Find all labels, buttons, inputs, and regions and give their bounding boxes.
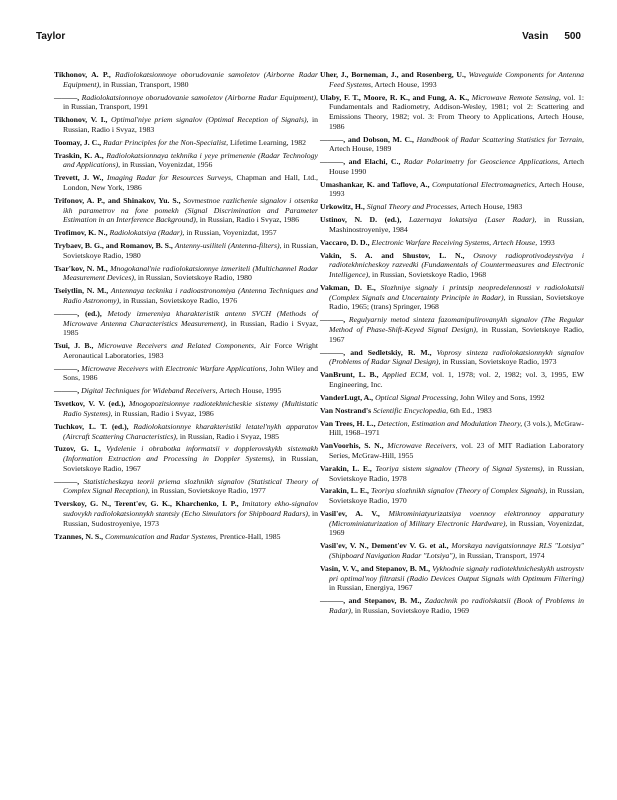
- reference-authors: ———,: [54, 476, 80, 486]
- reference-authors: Trevett, J. W.,: [54, 173, 104, 183]
- reference-title: Digital Techniques for Wideband Receivers,: [81, 386, 218, 396]
- reference-title: Voprosy sinteza radiolokatsionnykh signalov (Problems of Radar Signal Design),: [329, 347, 584, 367]
- reference-publisher: John Wiley and Sons, 1986: [63, 363, 319, 383]
- reference-title: Microwave Remote Sensing,: [471, 92, 561, 102]
- reference-publisher: Artech House, 1989: [329, 144, 392, 154]
- reference-title: Imitatory ekho-signalov sudovykh radiolokatsionnykh stantsiy (Echo Simulators for Shipboard Radars),: [63, 499, 319, 518]
- header-right: [522, 31, 581, 42]
- reference-authors: Van Nostrand's: [320, 405, 372, 415]
- reference-authors: Vasin, V. V., and Stepanov, B. M.,: [320, 563, 431, 573]
- reference-publisher: in Russian, Sovietskoye Radio, 1967: [63, 454, 319, 473]
- reference-title: Teoriya slozhnikh signalov (Theory of Complex Signals),: [370, 486, 548, 496]
- reference-entry: [320, 315, 584, 344]
- reference-authors: Tseiytlin, N. M.,: [54, 286, 109, 296]
- reference-entry: [320, 215, 584, 234]
- reference-title: Radiolokatsionnaya tekhnika i yeye primenenie (Radar Technology and Applications),: [63, 150, 318, 170]
- reference-publisher: Artech House, 1993: [374, 79, 437, 89]
- reference-authors: Tikhonov, V. I.,: [54, 115, 108, 125]
- reference-title: Radar Principles for the Non-Specialist,: [103, 137, 229, 147]
- reference-publisher: 1993: [539, 237, 555, 247]
- reference-entry: [54, 138, 318, 148]
- reference-authors: Tsvetkov, V. V. (ed.),: [54, 399, 126, 409]
- reference-entry: [320, 441, 584, 460]
- reference-authors: Trifonov, A. P., and Shinakov, Yu. S.,: [54, 195, 181, 205]
- reference-authors: Tuzov, G. I.,: [54, 444, 101, 454]
- reference-entry: [320, 238, 584, 248]
- reference-authors: ———, and Sedletskiy, R. M.,: [320, 347, 432, 357]
- reference-authors: Tsar'kov, N. M.,: [54, 263, 108, 273]
- reference-title: Microwave Receivers,: [387, 441, 458, 451]
- reference-title: Radiolokatsionnoye oborudovanie samoletov (Airborne Radar Equipment),: [81, 92, 318, 102]
- reference-publisher: in Russian, Sovietskoye Radio, 1976: [123, 295, 238, 305]
- reference-entry: [54, 422, 318, 441]
- reference-authors: Varakin, L. E.,: [320, 463, 372, 473]
- reference-authors: Vasil'ev, V. N., Dement'ev V. G. et al.,: [320, 541, 449, 551]
- reference-title: Handbook of Radar Scattering Statistics for Terrain,: [416, 134, 584, 144]
- reference-entry: [54, 386, 318, 396]
- reference-title: Detection, Estimation and Modulation Theory,: [377, 418, 523, 428]
- reference-entry: [54, 196, 318, 225]
- reference-publisher: vol. 1, 1978; vol. 2, 1982; vol. 3, 1995, EW Engineering, Inc.: [329, 370, 585, 389]
- reference-title: Radiolokatsionnoye oborudovanie samoletov (Airborne Radar Equipment),: [63, 70, 318, 89]
- reference-title: Optical Signal Processing,: [375, 392, 459, 402]
- reference-title: Antenny-usiliteli (Antenna-filters),: [174, 241, 282, 251]
- reference-title: Microwave Receivers with Electronic Warfare Applications,: [81, 363, 268, 373]
- reference-entry: [320, 464, 584, 483]
- reference-authors: Varakin, L. E.,: [320, 486, 369, 496]
- reference-entry: [54, 151, 318, 170]
- reference-title: Vykhodnie signaly radiotekhnicheskykh ustroystv pri optimal'noy filtratsii (Radio Devices Output Signals with Optimum Filtering): [329, 563, 584, 583]
- reference-entry: [320, 419, 584, 438]
- reference-title: Zadachnik po radiolskatsii (Book of Problems in Radar),: [329, 596, 584, 615]
- reference-entry: [54, 532, 318, 542]
- reference-publisher: 6th Ed., 1983: [449, 405, 492, 415]
- reference-publisher: in Russian, Transport, 1974: [459, 550, 545, 560]
- reference-title: Radiolokatsiya (Radar),: [109, 228, 185, 238]
- reference-entry: [320, 70, 584, 89]
- reference-entry: [54, 444, 318, 473]
- reference-publisher: in Russian, Transport, 1980: [103, 79, 189, 89]
- reference-publisher: in Russian, Mashinostroyeniye, 1984: [329, 215, 585, 234]
- reference-authors: ———, and Elachi, C.,: [320, 157, 401, 167]
- reference-publisher: in Russian, Sovietskoye Radio, 1980: [63, 241, 319, 260]
- reference-title: Sovmestnoe razlichenie signalov i otsenka ikh parametrov na fone pomekh (Signal Discrimination and Parameter Estimation in an Interference Background),: [63, 195, 318, 225]
- page-number: 500: [564, 31, 581, 42]
- reference-title: Scientific Encyclopedia,: [373, 405, 449, 415]
- reference-authors: Vakman, D. E.,: [320, 283, 376, 293]
- header-left-name: Taylor: [36, 31, 66, 42]
- reference-authors: VanBrunt, L. B.,: [320, 370, 379, 380]
- reference-authors: Tuchkov, L. T. (ed.),: [54, 421, 129, 431]
- reference-title: Waveguide Components for Antenna Feed Systems,: [329, 70, 584, 89]
- reference-entry: [320, 157, 584, 176]
- reference-title: Signal Theory and Processes,: [366, 202, 459, 212]
- reference-entry: [320, 509, 584, 538]
- reference-entry: [54, 173, 318, 192]
- reference-publisher: in Russian, Sovietskoye Radio, 1980: [137, 273, 252, 283]
- reference-publisher: Air Force Wright Aeronautical Laboratories, 1983: [63, 341, 319, 360]
- reference-publisher: Lifetime Learning, 1982: [230, 137, 307, 147]
- reference-publisher: Artech House, 1995: [219, 386, 282, 396]
- reference-authors: Vakin, S. A. and Shustov, L. N.,: [320, 250, 465, 260]
- reference-title: Metody izmereniya kharakteristik antenn SVCH (Methods of Microwave Antenna Characteristics Measurement),: [63, 308, 318, 328]
- reference-authors: Tsui, J. B.,: [54, 341, 94, 351]
- reference-publisher: in Russian, Sudostroyeniye, 1973: [63, 508, 318, 528]
- reference-title: Electronic Warfare Receiving Systems, Artech House,: [371, 237, 538, 247]
- reference-publisher: in Russian, Radio i Svyaz, 1986: [199, 215, 299, 225]
- reference-publisher: in Russian, Sovietskoye Radio, 1977: [151, 486, 266, 496]
- reference-authors: Umashankar, K. and Taflove, A.,: [320, 179, 430, 189]
- reference-authors: ———, and Stepanov, B. M.,: [320, 596, 422, 606]
- reference-entry: [54, 364, 318, 383]
- reference-entry: [54, 93, 318, 112]
- right-column: [320, 70, 584, 619]
- reference-title: Slozhniye signaly i printsip neopredelennosti v radiolokatsii (Complex Signals and Uncertainty Principle in Radar),: [329, 283, 584, 302]
- header-right-name: Vasin: [522, 31, 549, 42]
- reference-publisher: in Russian, Energiya, 1967: [329, 583, 413, 593]
- reference-entry: [320, 393, 584, 403]
- reference-title: Osnovy radioprotivodeystviya i radiotekhnicheskoy razvedki (Fundamentals of Countermeasures and Electronic Intelligence),: [329, 250, 585, 280]
- reference-title: Regulyarniy metod sinteza fazomanipulirovanykh signalov (The Regular Method of Phase-Shift-Keyed Signal Design),: [329, 315, 584, 335]
- reference-authors: ———, and Dobson, M. C.,: [320, 134, 414, 144]
- reference-title: Antennaya tecknika i radioastronomiya (Antenna Techniques and Radio Astronomy),: [63, 286, 318, 305]
- reference-authors: Vaccaro, D. D.,: [320, 237, 370, 247]
- reference-entry: [54, 264, 318, 283]
- reference-entry: [320, 564, 584, 593]
- reference-authors: ———, (ed.),: [54, 308, 102, 318]
- reference-entry: [320, 135, 584, 154]
- reference-authors: Van Trees, H. L.,: [320, 418, 376, 428]
- reference-entry: [320, 486, 584, 505]
- reference-entry: [320, 283, 584, 312]
- reference-title: Computational Electromagnetics,: [431, 179, 537, 189]
- reference-publisher: in Russian, Voyenizdat, 1956: [122, 160, 213, 170]
- reference-publisher: Artech House 1990: [329, 157, 585, 176]
- reference-publisher: in Russian, Sovietskoye Radio, 1970: [329, 486, 585, 506]
- reference-entry: [320, 596, 584, 615]
- reference-entry: [54, 228, 318, 238]
- reference-title: Statisticheskaya teorii priema slozhnikh signalov (Statistical Theory of Complex Signal Reception),: [63, 476, 319, 496]
- reference-entry: [320, 251, 584, 280]
- reference-authors: Ulaby, F. T., Moore, R. K., and Fung, A. K.,: [320, 92, 470, 102]
- reference-entry: [320, 406, 584, 416]
- reference-title: Imaging Radar for Resources Surveys,: [106, 173, 233, 183]
- reference-title: Mikrominiatyurizatsiya voennoy elektronnoy apparatury (Microminiaturization of Military Electronic Hardware),: [329, 508, 584, 528]
- reference-publisher: Prentice-Hall, 1985: [219, 531, 281, 541]
- reference-publisher: in Russian, Voyenizdat, 1957: [186, 228, 277, 238]
- reference-authors: ———,: [54, 386, 80, 396]
- reference-authors: Vasil'ev, A. V.,: [320, 508, 380, 518]
- reference-publisher: in Russian, Sovietskoye Radio, 1978: [329, 463, 585, 483]
- reference-entry: [54, 399, 318, 418]
- reference-entry: [54, 286, 318, 305]
- reference-publisher: in Russian, Radio i Svyaz, 1983: [63, 115, 319, 134]
- reference-title: Lazernaya lokatsiya (Laser Radar),: [408, 215, 537, 225]
- reference-publisher: Artech House, 1993: [329, 179, 585, 199]
- reference-authors: Ustinov, N. D. (ed.),: [320, 215, 402, 225]
- reference-entry: [320, 93, 584, 132]
- reference-title: Optimal'niye priem signalov (Optimal Reception of Signals),: [110, 115, 309, 125]
- reference-title: Morskaya navigatsionnaye RLS "Lotsiya" (Shipboard Navigation Radar "Lotsiya"),: [329, 541, 584, 560]
- reference-authors: Uher, J., Borneman, J., and Rosenberg, U.,: [320, 70, 466, 79]
- reference-publisher: in Russian, Radio i Svyaz, 1986: [114, 408, 214, 418]
- reference-authors: Tverskoy, G. N., Terent'ev, G. K., Kharchenko, I. P.,: [54, 499, 239, 509]
- reference-entry: [54, 341, 318, 360]
- reference-authors: Tikhonov, A. P.,: [54, 70, 111, 79]
- reference-authors: ———,: [54, 363, 80, 373]
- reference-entry: [320, 370, 584, 389]
- reference-publisher: John Wiley and Sons, 1992: [460, 392, 545, 402]
- reference-entry: [320, 541, 584, 560]
- reference-authors: Urkowitz, H.,: [320, 202, 365, 212]
- reference-entry: [54, 70, 318, 89]
- reference-entry: [320, 180, 584, 199]
- reference-entry: [54, 241, 318, 260]
- reference-publisher: in Russian, Sovietskoye Radio, 1973: [442, 357, 557, 367]
- reference-publisher: vol. 23 of MIT Radiation Laboratory Series, McGraw-Hill, 1955: [329, 441, 584, 460]
- reference-publisher: in Russian, Sovietskoye Radio, 1967: [329, 325, 584, 344]
- reference-title: Mnogopozitsionnye radiotekhnicheskie sistemy (Multistatic Radio Systems),: [63, 399, 318, 418]
- reference-publisher: in Russian, Sovietskoye Radio, 1968: [372, 270, 487, 280]
- reference-authors: ———,: [320, 315, 346, 325]
- reference-title: Radar Polarimetry for Geoscience Applications,: [403, 157, 560, 167]
- reference-publisher: in Russian, Sovietskoye Radio, 1969: [354, 605, 469, 615]
- reference-authors: ———,: [54, 92, 80, 102]
- reference-publisher: vol. 1: Fundamentals and Radiometry, Addison-Wesley, 1981; vol 2: Scattering and Emissions Theory, 1982; vol. 3: From Theory to Applications, Artech House, 1986: [329, 92, 585, 131]
- reference-publisher: in Russian, Voyenizdat, 1969: [329, 518, 584, 538]
- reference-title: Radiolokatsionnye kharakteristiki letatel'nykh apparatov (Aircraft Scattering Characteristics),: [63, 421, 319, 441]
- reference-title: Communication and Radar Systems,: [105, 531, 218, 541]
- reference-publisher: in Russian, Radio i Svyaz, 1985: [63, 318, 319, 338]
- reference-publisher: Chapman and Hall, Ltd., London, New York, 1986: [63, 173, 318, 192]
- reference-publisher: in Russian, Radio i Svyaz, 1985: [179, 431, 280, 441]
- reference-entry: [320, 202, 584, 212]
- reference-authors: Trofimov, K. N.,: [54, 228, 108, 238]
- reference-authors: Trybaev, B. G., and Romanov, B. S.,: [54, 241, 173, 251]
- reference-title: Vydelenie i obrabotka informatsii v dopplerovskykh sistemakh (Information Extraction and Processing in Doppler Systems),: [63, 444, 319, 464]
- reference-title: Mnogokanal'nie radiolokatsionnye izmeriteli (Multichannel Radar Measurement Devices),: [63, 263, 318, 283]
- reference-title: Applied ECM,: [382, 370, 429, 380]
- reference-entry: [54, 115, 318, 134]
- reference-authors: Traskin, K. A.,: [54, 150, 104, 160]
- reference-title: Teoriya sistem signalov (Theory of Signal Systems),: [375, 463, 545, 473]
- reference-entry: [54, 499, 318, 528]
- left-column: [54, 70, 318, 544]
- reference-authors: Toomay, J. C.,: [54, 137, 102, 147]
- reference-authors: VanderLugt, A.,: [320, 392, 374, 402]
- reference-authors: VanVoorhis, S. N.,: [320, 441, 384, 451]
- reference-publisher: Artech House, 1983: [460, 202, 523, 212]
- reference-entry: [320, 348, 584, 367]
- reference-entry: [54, 477, 318, 496]
- running-header: [36, 31, 581, 45]
- reference-authors: Tzannes, N. S.,: [54, 531, 104, 541]
- reference-title: Microwave Receivers and Related Components,: [97, 341, 256, 351]
- reference-publisher: in Russian, Sovietskoye Radio, 1965; (trans) Springer, 1968: [329, 292, 585, 312]
- reference-publisher: in Russian, Transport, 1991: [63, 102, 149, 112]
- reference-entry: [54, 309, 318, 338]
- reference-publisher: (3 vols.), McGraw-Hill, 1968–1971: [329, 418, 585, 438]
